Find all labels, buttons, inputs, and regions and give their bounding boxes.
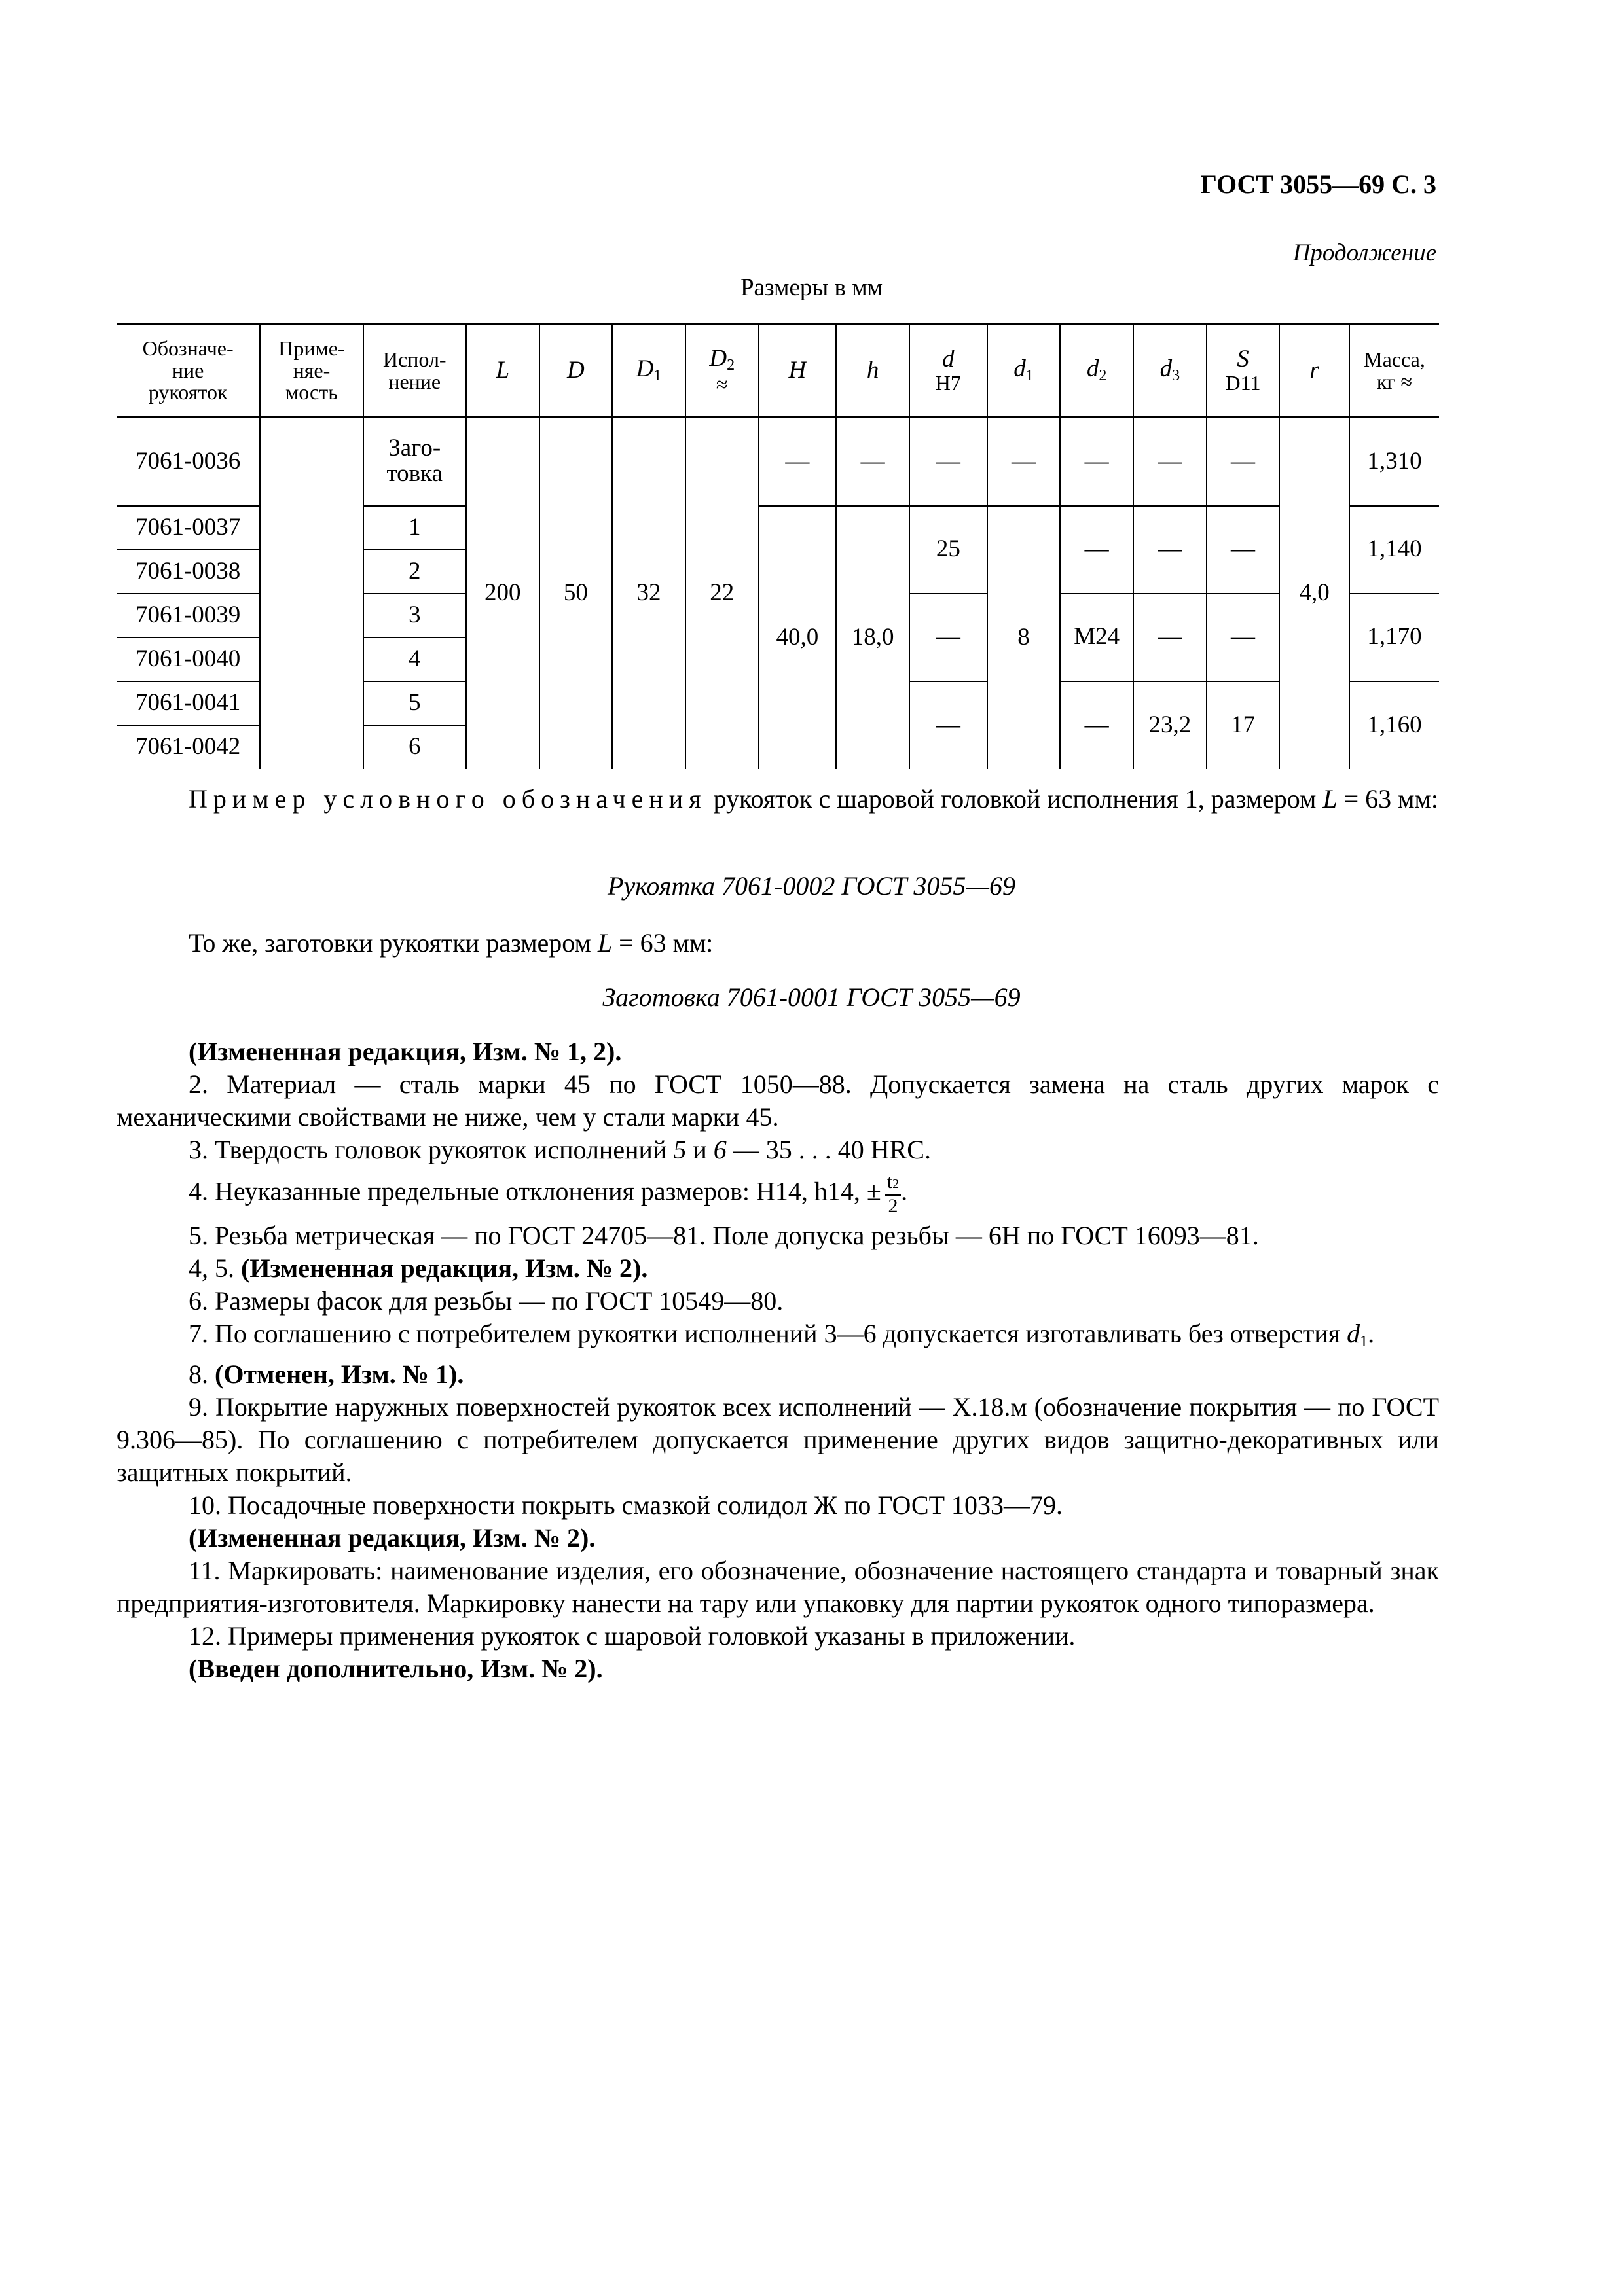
same-text-a: То же, заготовки рукоятки размером (189, 928, 598, 958)
cell-applicability (260, 418, 363, 769)
cell-variant: Заго- товка (363, 418, 466, 506)
col-header-H: H (759, 325, 837, 418)
note-6: 6. Размеры фасок для резьбы — по ГОСТ 10549—80. (189, 1286, 784, 1316)
notes-block (117, 1035, 1439, 1685)
cell-h: 18,0 (836, 506, 909, 769)
cell-S: 17 (1207, 681, 1280, 769)
col-header-D2: $D_2$ ≈ (685, 325, 759, 418)
cell-variant: 4 (363, 637, 466, 681)
example-code-blank: Заготовка 7061-0001 ГОСТ 3055—69 (602, 982, 1021, 1012)
cell-designation: 7061-0039 (117, 594, 260, 637)
cell-d: 25 (909, 506, 987, 594)
cell-r: 4,0 (1279, 418, 1349, 769)
note-12: 12. Примеры применения рукояток с шаровой головкой указаны в приложении. (189, 1621, 1076, 1651)
cell-mass: 1,140 (1349, 506, 1439, 594)
cell-variant: 3 (363, 594, 466, 637)
cell-h-blank: — (836, 418, 909, 506)
cell-H-blank: — (759, 418, 837, 506)
col-header-L: L (466, 325, 539, 418)
introduced-note: (Введен дополнительно, Изм. № 2). (189, 1654, 603, 1683)
same-text-b: = 63 мм: (612, 928, 714, 958)
cell-d-blank: — (909, 418, 987, 506)
example-rest: рукояток с шаровой головкой исполнения 1, размером (706, 784, 1323, 814)
note-9: 9. Покрытие наружных поверхностей рукояток всех исполнений — X.18.м (обозначение покрытия — по ГОСТ 9.306—85). По соглашению с потребителем допускается применение других видов защитно-декоративных или защитных покрытий. (117, 1392, 1439, 1487)
example-paragraph (117, 783, 1439, 816)
cell-variant: 2 (363, 550, 466, 594)
cell-d1: 8 (987, 506, 1061, 769)
cell-H: 40,0 (759, 506, 837, 769)
cell-d: — (909, 681, 987, 769)
example-code-handle: Рукоятка 7061-0002 ГОСТ 3055—69 (608, 871, 1015, 901)
example-spaced-text: Пример условного обозначения (189, 784, 707, 814)
cell-designation: 7061-0037 (117, 506, 260, 550)
col-header-r: r (1279, 325, 1349, 418)
col-header-D1: $D_1$ (612, 325, 685, 418)
cell-mass: 1,160 (1349, 681, 1439, 769)
amendment-note-2: (Измененная редакция, Изм. № 2). (189, 1523, 596, 1552)
cell-d3: — (1133, 594, 1207, 681)
col-header-designation: Обозначе- ние рукояток (117, 325, 260, 418)
cell-variant: 6 (363, 725, 466, 769)
amendment-note-1: (Измененная редакция, Изм. № 1, 2). (189, 1037, 622, 1066)
cell-designation: 7061-0038 (117, 550, 260, 594)
note-4: 4. Неуказанные предельные отклонения размеров: H14, h14, ± $\frac{t2}{2}$ . (189, 1171, 908, 1217)
example-L: L (1322, 784, 1338, 814)
cell-d1-blank: — (987, 418, 1061, 506)
col-header-variant: Испол- нение (363, 325, 466, 418)
cell-d3: 23,2 (1133, 681, 1207, 769)
dimensions-table (117, 323, 1439, 769)
cell-d2-blank: — (1060, 418, 1133, 506)
cell-d2: M24 (1060, 594, 1133, 681)
cell-d2: — (1060, 681, 1133, 769)
cell-d2: — (1060, 506, 1133, 594)
table-row (117, 418, 1439, 506)
cell-d3: — (1133, 506, 1207, 594)
note-7: 7. По соглашению с потребителем рукоятки исполнений 3—6 допускается изготавливать без отверстия $d_1$. (189, 1319, 1375, 1350)
col-header-d3: $d_3$ (1133, 325, 1207, 418)
cell-variant: 5 (363, 681, 466, 725)
cell-designation: 7061-0041 (117, 681, 260, 725)
cell-D1: 32 (612, 418, 685, 769)
note-5: 5. Резьба метрическая — по ГОСТ 24705—81. Поле допуска резьбы — 6H по ГОСТ 16093—81. (189, 1221, 1259, 1250)
continuation-label: Продолжение (1292, 240, 1436, 266)
cell-d: — (909, 594, 987, 681)
cell-S-blank: — (1207, 418, 1280, 506)
cell-D: 50 (539, 418, 613, 769)
note-3: 3. Твердость головок рукояток исполнений 5 и 6 — 35 . . . 40 HRC. (189, 1135, 931, 1164)
cell-designation: 7061-0042 (117, 725, 260, 769)
col-header-applicability: Приме- няе- мость (260, 325, 363, 418)
cell-L: 200 (466, 418, 539, 769)
col-header-h: h (836, 325, 909, 418)
cell-D2: 22 (685, 418, 759, 769)
cell-mass: 1,170 (1349, 594, 1439, 681)
col-header-D: D (539, 325, 613, 418)
sizes-note: Размеры в мм (740, 274, 883, 301)
col-header-mass: Масса, кг ≈ (1349, 325, 1439, 418)
cell-designation: 7061-0036 (117, 418, 260, 506)
note-2: 2. Материал — сталь марки 45 по ГОСТ 1050—88. Допускается замена на сталь других марок с механическими свойствами не ниже, чем у стали марки 45. (117, 1069, 1439, 1132)
col-header-d1: $d_1$ (987, 325, 1061, 418)
same-paragraph (117, 927, 1439, 960)
table-header-row (117, 325, 1439, 418)
same-L: L (597, 928, 613, 958)
cell-mass: 1,310 (1349, 418, 1439, 506)
note-11: 11. Маркировать: наименование изделия, его обозначение, обозначение настоящего стандарта и товарный знак предприятия-изготовителя. Маркировку нанести на тару или упаковку для партии рукояток одного типоразмера. (117, 1556, 1439, 1618)
note-8: 8. (Отменен, Изм. № 1). (189, 1359, 464, 1389)
cell-S: — (1207, 506, 1280, 594)
tolerance-fraction: $\frac{t2}{2}$ (885, 1172, 901, 1217)
example-end: = 63 мм: (1337, 784, 1438, 814)
col-header-d2: $d_2$ (1060, 325, 1133, 418)
note-4-5: 4, 5. (Измененная редакция, Изм. № 2). (189, 1253, 648, 1283)
page-header: ГОСТ 3055—69 С. 3 (1200, 170, 1436, 199)
note-10: 10. Посадочные поверхности покрыть смазкой солидол Ж по ГОСТ 1033—79. (189, 1490, 1063, 1520)
cell-S: — (1207, 594, 1280, 681)
cell-designation: 7061-0040 (117, 637, 260, 681)
col-header-d: d H7 (909, 325, 987, 418)
cell-variant: 1 (363, 506, 466, 550)
col-header-S: S D11 (1207, 325, 1280, 418)
cell-d3-blank: — (1133, 418, 1207, 506)
